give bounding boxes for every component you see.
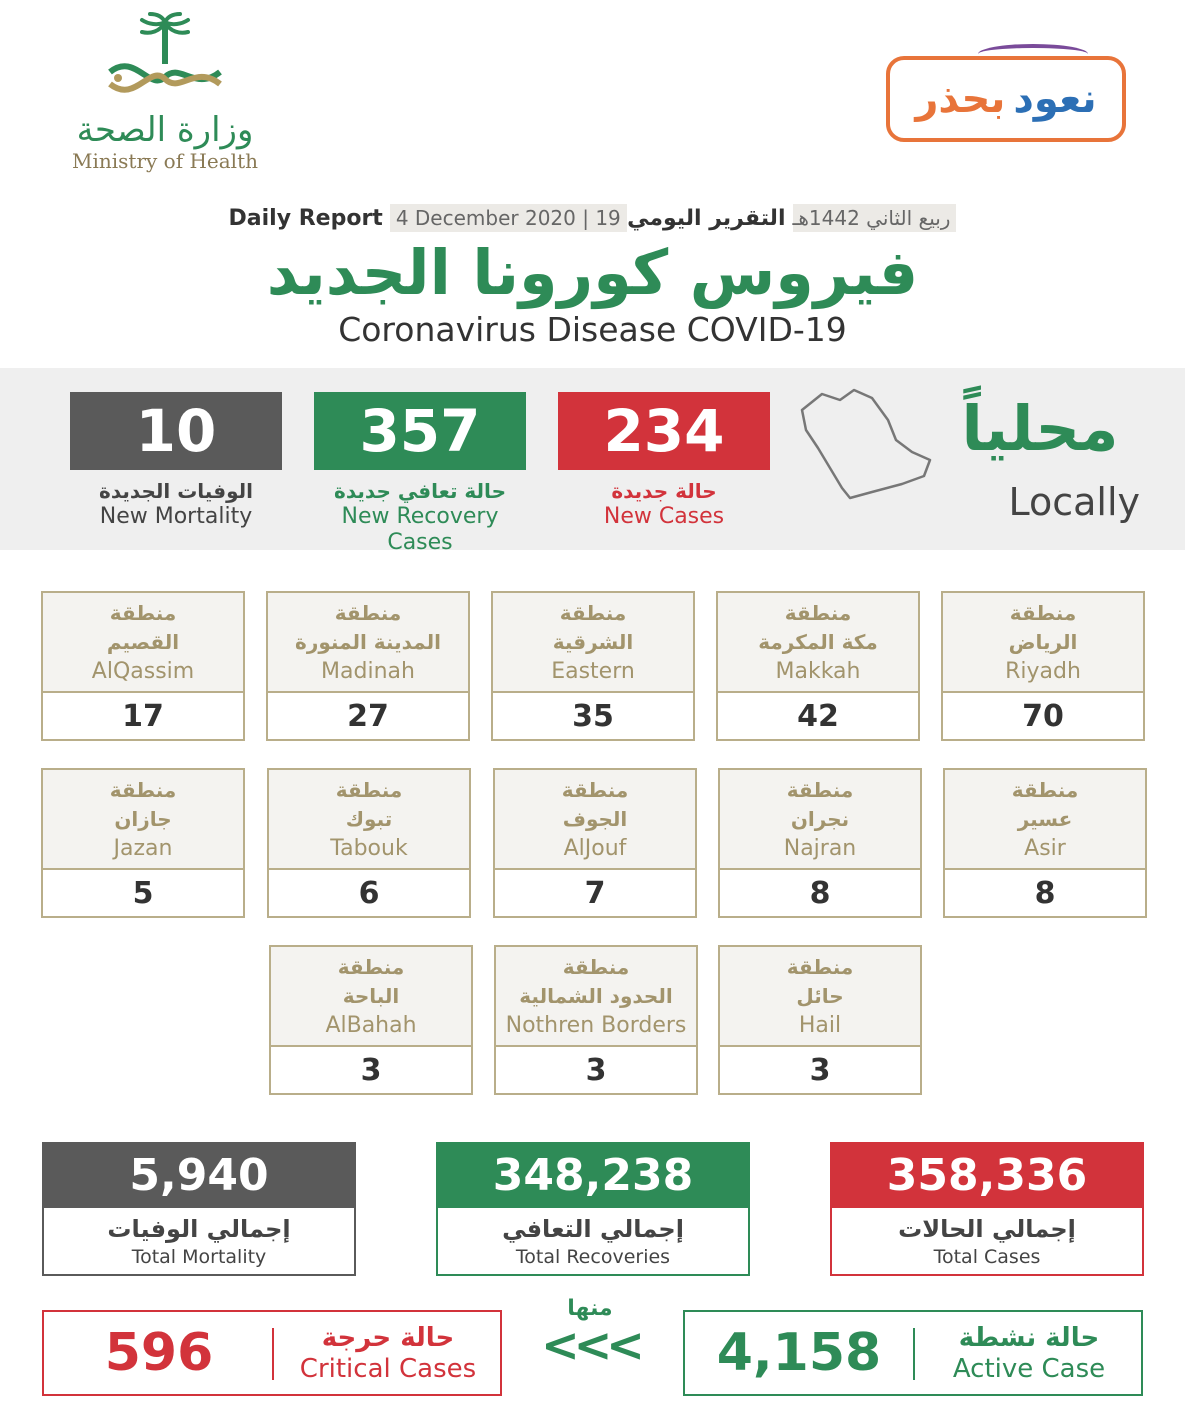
new-recovery-label-ar: حالة تعافي جديدة bbox=[334, 479, 506, 503]
active-cases-label-ar: حالة نشطة bbox=[958, 1323, 1100, 1353]
region-name-ar: نجران bbox=[790, 807, 850, 831]
region-name-ar: الحدود الشمالية bbox=[519, 984, 673, 1008]
region-card-najran bbox=[718, 768, 922, 918]
active-cases-value: 4,158 bbox=[716, 1323, 882, 1383]
region-card-madinah bbox=[266, 591, 470, 741]
region-value: 3 bbox=[809, 1053, 831, 1088]
region-name-ar: الجوف bbox=[562, 807, 628, 831]
region-word: منطقة bbox=[559, 601, 627, 625]
page-title-arabic: فيروس كورونا الجديد bbox=[266, 236, 919, 309]
new-mortality-value: 10 bbox=[70, 392, 282, 470]
region-name-en: Makkah bbox=[775, 659, 861, 684]
new-mortality-label-en: New Mortality bbox=[99, 504, 253, 529]
critical-cases-label-ar: حالة حرجة bbox=[321, 1323, 455, 1353]
region-value: 27 bbox=[347, 699, 389, 734]
new-cases-label-en: New Cases bbox=[603, 504, 725, 529]
region-name-ar: الباحة bbox=[342, 984, 400, 1008]
active-cases-label bbox=[917, 1322, 1141, 1384]
region-name-ar: جازان bbox=[114, 807, 172, 831]
divider bbox=[913, 1328, 915, 1380]
region-word: منطقة bbox=[1011, 778, 1079, 802]
region-name-en: Eastern bbox=[551, 659, 635, 684]
new-mortality-label-ar: الوفيات الجديدة bbox=[99, 479, 253, 503]
total-cases-value: 358,336 bbox=[832, 1144, 1142, 1208]
region-name-en: AlBahah bbox=[325, 1013, 417, 1038]
report-date: 4 December 2020 | 19 ربيع الثاني 1442هـ bbox=[390, 204, 957, 232]
region-card-asir bbox=[943, 768, 1147, 918]
new-cases-label-ar: حالة جديدة bbox=[611, 479, 717, 503]
total-recoveries-label-ar: إجمالي التعافي bbox=[502, 1215, 684, 1243]
slogan-word-2: بحذر bbox=[915, 76, 1006, 122]
new-cases-value: 234 bbox=[558, 392, 770, 470]
total-mortality-value: 5,940 bbox=[44, 1144, 354, 1208]
new-recovery-value: 357 bbox=[314, 392, 526, 470]
region-word: منطقة bbox=[786, 778, 854, 802]
active-cases-card bbox=[683, 1310, 1143, 1396]
region-name-en: Tabouk bbox=[330, 836, 408, 861]
region-value: 6 bbox=[358, 876, 380, 911]
new-cases-stat bbox=[558, 392, 770, 530]
region-value: 42 bbox=[797, 699, 839, 734]
region-word: منطقة bbox=[109, 778, 177, 802]
region-value: 5 bbox=[132, 876, 154, 911]
region-card-jazan bbox=[41, 768, 245, 918]
region-card-riyadh bbox=[941, 591, 1145, 741]
total-cases-label-ar: إجمالي الحالات bbox=[898, 1215, 1076, 1243]
region-value: 3 bbox=[585, 1053, 607, 1088]
region-card-eastern bbox=[491, 591, 695, 741]
total-mortality-label-ar: إجمالي الوفيات bbox=[107, 1215, 291, 1243]
saudi-arabia-map-icon bbox=[792, 380, 942, 505]
region-name-en: Nothren Borders bbox=[505, 1013, 687, 1038]
palm-swords-emblem-icon bbox=[90, 12, 240, 112]
daily-report-label-en: Daily Report bbox=[228, 206, 383, 231]
chevrons-left-icon: <<< bbox=[541, 1318, 639, 1372]
locally-label-ar: محلياً bbox=[961, 392, 1119, 465]
region-value: 3 bbox=[360, 1053, 382, 1088]
total-mortality-label-en: Total Mortality bbox=[131, 1246, 267, 1268]
logo-text-english: Ministry of Health bbox=[72, 149, 258, 173]
total-mortality-card bbox=[42, 1142, 356, 1276]
new-recovery-label-en: New Recovery Cases bbox=[341, 504, 499, 555]
region-word: منطقة bbox=[334, 601, 402, 625]
of-which-label: منها bbox=[567, 1296, 613, 1321]
total-recoveries-value: 348,238 bbox=[438, 1144, 748, 1208]
region-word: منطقة bbox=[562, 955, 630, 979]
region-word: منطقة bbox=[786, 955, 854, 979]
logo-text-arabic: وزارة الصحة bbox=[76, 110, 254, 150]
campaign-slogan-badge bbox=[886, 56, 1126, 142]
region-card-makkah bbox=[716, 591, 920, 741]
new-mortality-stat bbox=[70, 392, 282, 530]
active-cases-label-en: Active Case bbox=[952, 1354, 1106, 1384]
region-word: منطقة bbox=[335, 778, 403, 802]
region-value: 17 bbox=[122, 699, 164, 734]
region-name-ar: الشرقية bbox=[552, 630, 634, 654]
region-name-ar: عسير bbox=[1017, 807, 1073, 831]
slogan-word-1: نعود bbox=[1013, 76, 1097, 122]
region-word: منطقة bbox=[337, 955, 405, 979]
report-date-line bbox=[0, 206, 1185, 231]
region-card-hail bbox=[718, 945, 922, 1095]
critical-cases-label bbox=[276, 1322, 500, 1384]
region-word: منطقة bbox=[784, 601, 852, 625]
region-name-en: AlJouf bbox=[563, 836, 627, 861]
divider bbox=[272, 1328, 274, 1380]
region-name-en: Asir bbox=[1024, 836, 1066, 861]
critical-cases-card bbox=[42, 1310, 502, 1396]
region-name-en: Madinah bbox=[321, 659, 415, 684]
total-cases-card bbox=[830, 1142, 1144, 1276]
ministry-of-health-logo bbox=[60, 12, 270, 182]
region-word: منطقة bbox=[1009, 601, 1077, 625]
region-card-tabouk bbox=[267, 768, 471, 918]
region-word: منطقة bbox=[109, 601, 177, 625]
region-value: 35 bbox=[572, 699, 614, 734]
region-name-ar: القصيم bbox=[106, 630, 180, 654]
total-recoveries-label-en: Total Recoveries bbox=[515, 1246, 671, 1268]
region-value: 7 bbox=[584, 876, 606, 911]
daily-report-label-ar: التقرير اليومي bbox=[627, 206, 786, 231]
region-name-en: AlQassim bbox=[91, 659, 195, 684]
region-value: 70 bbox=[1022, 699, 1064, 734]
region-value: 8 bbox=[809, 876, 831, 911]
region-name-en: Jazan bbox=[113, 836, 173, 861]
region-name-en: Riyadh bbox=[1005, 659, 1081, 684]
critical-cases-value: 596 bbox=[104, 1323, 214, 1383]
region-card-northern-borders bbox=[494, 945, 698, 1095]
new-recovery-stat bbox=[314, 392, 526, 556]
region-name-ar: مكة المكرمة bbox=[758, 630, 878, 654]
region-name-ar: المدينة المنورة bbox=[295, 630, 441, 654]
region-name-ar: تبوك bbox=[345, 807, 393, 831]
region-card-albahah bbox=[269, 945, 473, 1095]
region-name-ar: الرياض bbox=[1008, 630, 1078, 654]
region-card-alqassim bbox=[41, 591, 245, 741]
region-word: منطقة bbox=[561, 778, 629, 802]
region-name-en: Hail bbox=[798, 1013, 842, 1038]
total-cases-label-en: Total Cases bbox=[933, 1246, 1041, 1268]
total-recoveries-card bbox=[436, 1142, 750, 1276]
critical-cases-label-en: Critical Cases bbox=[299, 1354, 477, 1384]
region-card-aljouf bbox=[493, 768, 697, 918]
locally-label-en: Locally bbox=[1008, 480, 1140, 524]
region-name-ar: حائل bbox=[796, 984, 844, 1008]
region-name-en: Najran bbox=[783, 836, 857, 861]
page-title-english: Coronavirus Disease COVID-19 bbox=[338, 310, 847, 349]
region-value: 8 bbox=[1034, 876, 1056, 911]
